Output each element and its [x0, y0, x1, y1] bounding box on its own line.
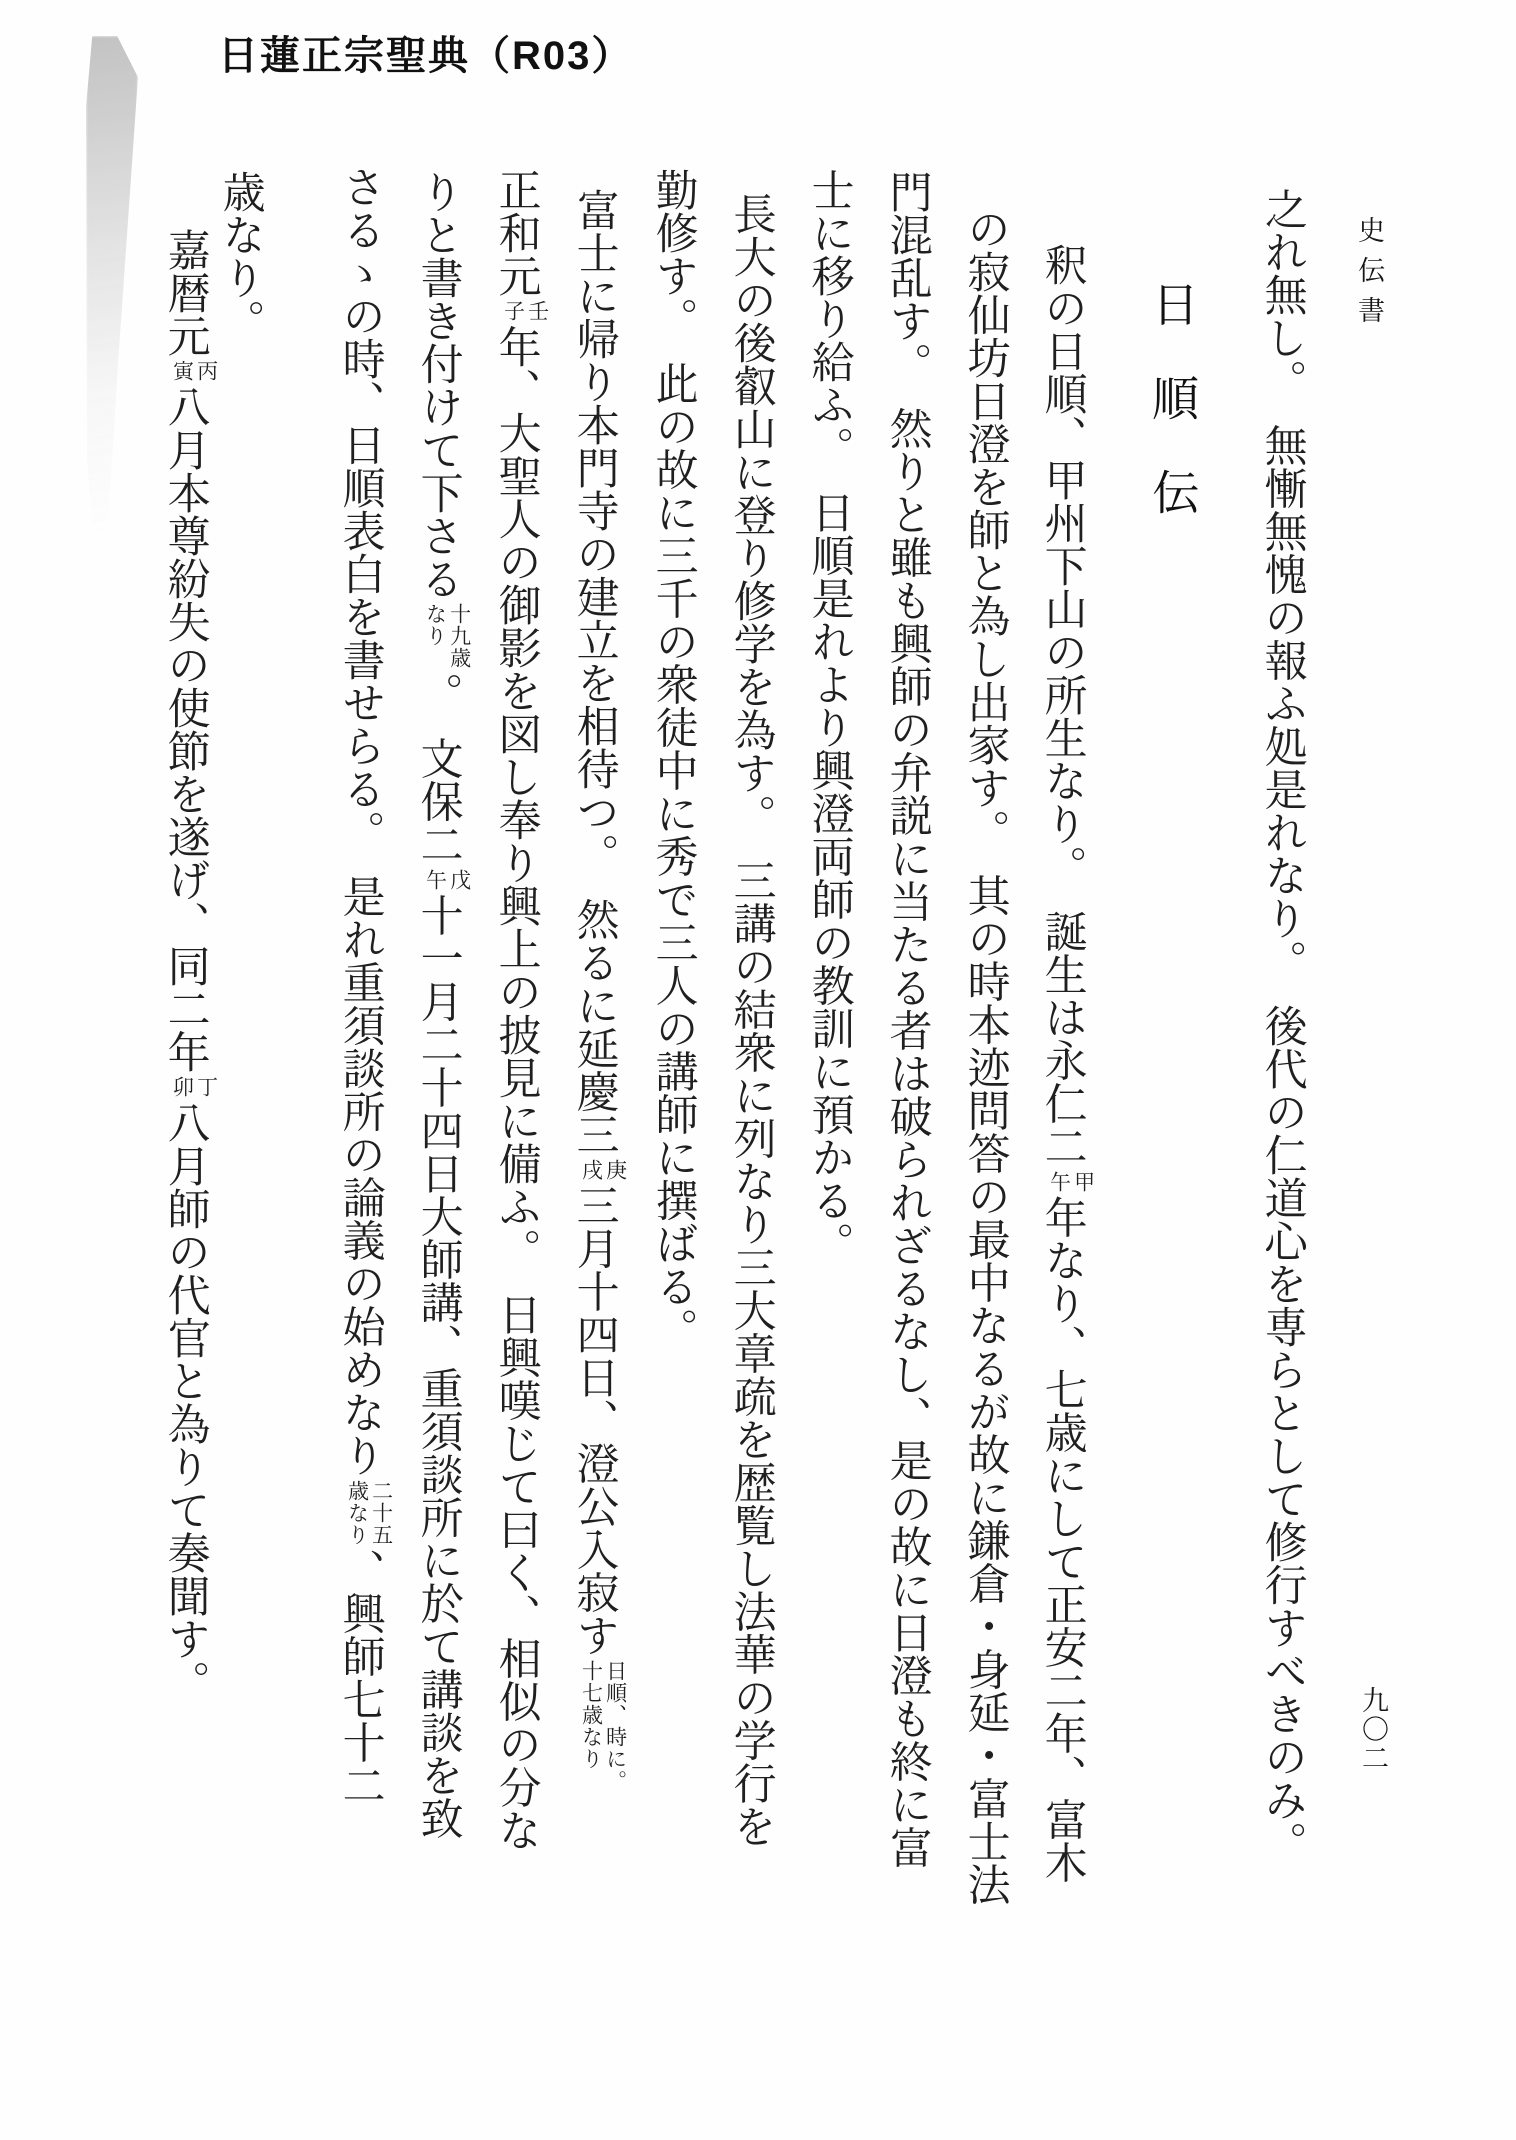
text-column: 嘉暦元丙 寅八月本尊紛失の使節を遂げ、同二年丁 卯八月師の代官と為りて奏聞す。 [161, 228, 219, 1703]
book-title-header: 日蓮正宗聖典（R03） [218, 34, 634, 78]
text-column: 正和元壬 子年、大聖人の御影を図し奉り興上の披見に備ふ。 日興嘆じて曰く、相似の分な [492, 168, 550, 1852]
inline-annotation: 戊 午 [423, 868, 472, 891]
text-column: りと書き付けて下さる十九歳 なり。 文保二戊 午十一月二十四日大師講、重須談所に於て講談を致 [414, 170, 472, 1840]
text-column: 富士に帰り本門寺の建立を相待つ。 然るに延慶三庚 戌三月十四日、澄公入寂す日順、時に。 十七歳なり [570, 188, 628, 1792]
inline-annotation: 庚 戌 [579, 1158, 628, 1181]
text-column: 釈の日順、甲州下山の所生なり。 誕生は永仁二甲 午年なり、七歳にして正安二年、富木 [1038, 243, 1096, 1884]
inline-annotation: 日順、時に。 十七歳なり [579, 1659, 628, 1792]
text-column: 士に移り給ふ。 日順是れより興澄両師の教訓に預かる。 [805, 168, 853, 1265]
text-column: 長大の後叡山に登り修学を為す。 三講の結衆に列なり三大章疏を歴覧し法華の学行を [727, 192, 775, 1848]
article-title: 日 順 伝 [1145, 280, 1197, 515]
text-column: 門混乱す。 然りと雖も興師の弁説に当たる者は破られざるなし、是の故に日澄も終に富 [883, 170, 931, 1869]
inline-annotation: 十九歳 なり [423, 603, 472, 669]
text-column: 之れ無し。 無慚無愧の報ふ処是れなり。 後代の仁道心を専らとして修行すべきのみ。 [1258, 187, 1306, 1864]
text-column: の寂仙坊日澄を師と為し出家す。 其の時本迹問答の最中なるが故に鎌倉・身延・富士法 [961, 207, 1009, 1906]
inline-annotation: 丙 寅 [170, 360, 219, 382]
scan-artifact [86, 36, 138, 626]
inline-annotation: 甲 午 [1047, 1170, 1096, 1193]
inline-annotation: 丁 卯 [170, 1076, 219, 1098]
inline-annotation: 二十五 歳なり [345, 1479, 394, 1546]
text-column: 歳なり。 [216, 170, 264, 342]
page-number: 九〇二 [1358, 1686, 1388, 1773]
inline-annotation: 壬 子 [501, 300, 550, 322]
text-column: 勤修す。 此の故に三千の衆徒中に秀で三人の講師に撰ばる。 [649, 168, 697, 1351]
text-column: さるゝの時、日順表白を書せらる。 是れ重須談所の論義の始めなり二十五 歳なり、興師七十二 [336, 165, 394, 1807]
section-label: 史伝書 [1354, 216, 1384, 336]
